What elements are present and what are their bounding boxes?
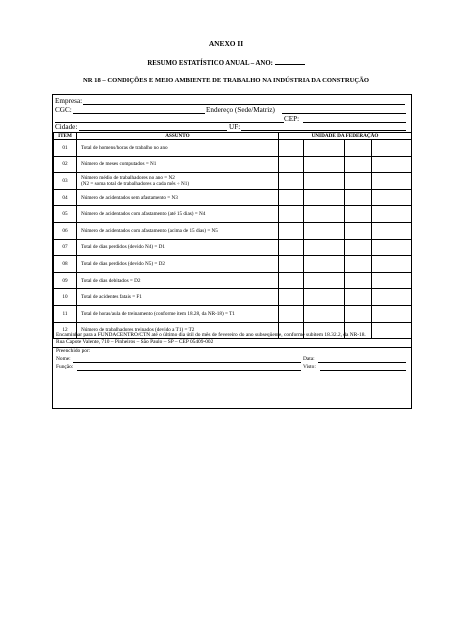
row-item-number: 03	[54, 173, 77, 190]
row-subject	[77, 272, 279, 289]
col-item-header: ITEM	[54, 133, 77, 140]
address-note: Rua Capote Valente, 710 – Pinheiros – São Paulo – SP – CEP 05409-002	[56, 339, 214, 345]
empresa-field[interactable]	[83, 104, 405, 105]
visto-field[interactable]	[320, 370, 406, 371]
uf-value-cell[interactable]	[345, 156, 372, 173]
table-row	[54, 272, 412, 289]
uf-value-cell[interactable]	[345, 305, 372, 322]
row-subject-line: Número de acidentados com afastamento (até 15 dias) = N4	[81, 211, 206, 218]
cidade-label: Cidade:	[55, 123, 78, 131]
row-subject-line: (N2 = soma total de trabalhadores a cada mês ÷ N1)	[81, 180, 190, 187]
row-item-number: 09	[54, 272, 77, 289]
table-row	[54, 189, 412, 206]
uf-value-cell[interactable]	[304, 305, 345, 322]
uf-value-cell[interactable]	[345, 272, 372, 289]
uf-value-cell[interactable]	[279, 272, 304, 289]
uf-value-cell[interactable]	[345, 289, 372, 306]
uf-value-cell[interactable]	[304, 156, 345, 173]
table-row	[54, 305, 412, 322]
row-item-number: 06	[54, 222, 77, 239]
col-uf-header: UNIDADE DA FEDERAÇÃO	[279, 133, 412, 140]
row-subject	[77, 222, 279, 239]
uf-value-cell[interactable]	[279, 173, 304, 190]
row-item-number: 02	[54, 156, 77, 173]
row-item-number: 05	[54, 206, 77, 223]
row-subject-line: Número de acidentados sem afastamento = N3	[81, 194, 178, 201]
cidade-field[interactable]	[79, 130, 227, 131]
summary-title-text: RESUMO ESTATÍSTICO ANUAL – ANO:	[147, 60, 273, 67]
uf-value-cell[interactable]	[372, 256, 412, 273]
row-subject	[77, 206, 279, 223]
row-subject	[77, 173, 279, 190]
table-row	[54, 206, 412, 223]
funcao-label: Função:	[56, 364, 74, 370]
row-subject-line: Número de acidentados com afastamento (acima de 15 dias) = N5	[81, 227, 218, 234]
uf-value-cell[interactable]	[345, 239, 372, 256]
funcao-field[interactable]	[77, 370, 301, 371]
annex-title: ANEXO II	[208, 39, 244, 48]
uf-value-cell[interactable]	[372, 156, 412, 173]
delivery-note: Encaminhar para a FUNDACENTRO/CTN até o último dia útil do mês de fevereiro do ano subseqüente, conforme subitem 18.32.2, da NR-18.	[56, 332, 366, 338]
uf-field[interactable]	[241, 130, 406, 131]
row-item-number: 07	[54, 239, 77, 256]
cgc-field[interactable]	[73, 113, 205, 114]
uf-value-cell[interactable]	[372, 173, 412, 190]
uf-value-cell[interactable]	[304, 189, 345, 206]
table-row	[54, 173, 412, 190]
table-row	[54, 156, 412, 173]
row-subject-line: Total de horas/aula de treinamento (conforme item 18.28, da NR-18) = T1	[81, 310, 235, 317]
row-subject	[77, 256, 279, 273]
endereco-continuation-field[interactable]	[55, 122, 284, 123]
uf-value-cell[interactable]	[304, 140, 345, 157]
uf-value-cell[interactable]	[372, 305, 412, 322]
data-label: Data:	[303, 356, 315, 362]
uf-value-cell[interactable]	[372, 140, 412, 157]
uf-value-cell[interactable]	[304, 272, 345, 289]
row-subject-line: Número de trabalhadores treinados (devido a T1) = T2	[81, 327, 195, 334]
row-item-number: 01	[54, 140, 77, 157]
uf-value-cell[interactable]	[345, 206, 372, 223]
data-field[interactable]	[318, 362, 406, 363]
table-row	[54, 239, 412, 256]
uf-value-cell[interactable]	[345, 256, 372, 273]
uf-value-cell[interactable]	[304, 222, 345, 239]
uf-value-cell[interactable]	[372, 322, 412, 339]
row-subject-line: Total de homens/horas de trabalho no ano	[81, 144, 168, 151]
row-item-number: 11	[54, 305, 77, 322]
uf-value-cell[interactable]	[372, 239, 412, 256]
uf-value-cell[interactable]	[279, 189, 304, 206]
col-assunto-header: ASSUNTO	[77, 133, 279, 140]
row-subject	[77, 239, 279, 256]
nome-label: Nome:	[56, 356, 71, 362]
uf-value-cell[interactable]	[304, 206, 345, 223]
uf-value-cell[interactable]	[304, 256, 345, 273]
row-subject-line: Total de acidentes fatais = F1	[81, 294, 142, 301]
row-subject	[77, 189, 279, 206]
preenchido-label: Preenchido por:	[56, 348, 91, 354]
cep-label: CEP:	[284, 115, 300, 123]
empresa-label: Empresa:	[55, 97, 83, 105]
uf-value-cell[interactable]	[304, 239, 345, 256]
uf-value-cell[interactable]	[279, 156, 304, 173]
visto-label: Visto:	[303, 364, 316, 370]
row-subject-line: Total de dias perdidos (devido N5) = D2	[81, 260, 165, 267]
footer-divider	[53, 347, 411, 348]
uf-label: UF:	[229, 123, 241, 131]
uf-value-cell[interactable]	[372, 289, 412, 306]
table-row	[54, 256, 412, 273]
uf-value-cell[interactable]	[345, 189, 372, 206]
endereco-field[interactable]	[282, 113, 406, 114]
row-subject	[77, 305, 279, 322]
uf-value-cell[interactable]	[372, 189, 412, 206]
row-item-number: 12	[54, 322, 77, 339]
uf-value-cell[interactable]	[345, 140, 372, 157]
company-header	[53, 95, 411, 132]
table-header-row	[54, 133, 412, 140]
uf-value-cell[interactable]	[279, 305, 304, 322]
uf-value-cell[interactable]	[372, 222, 412, 239]
table-row	[54, 289, 412, 306]
uf-value-cell[interactable]	[279, 222, 304, 239]
row-subject	[77, 156, 279, 173]
uf-value-cell[interactable]	[279, 206, 304, 223]
uf-value-cell[interactable]	[372, 206, 412, 223]
nome-field[interactable]	[73, 362, 301, 363]
uf-value-cell[interactable]	[372, 272, 412, 289]
row-subject	[77, 289, 279, 306]
uf-value-cell[interactable]	[304, 173, 345, 190]
cep-field[interactable]	[303, 122, 406, 123]
statistics-table	[53, 132, 412, 339]
row-item-number: 08	[54, 256, 77, 273]
table-body	[54, 140, 412, 339]
statistics-form	[52, 94, 412, 409]
table-row	[54, 140, 412, 157]
row-subject	[77, 140, 279, 157]
year-blank	[275, 58, 305, 65]
row-subject-line: Número médio de trabalhadores no ano = N2	[81, 174, 175, 181]
uf-value-cell[interactable]	[279, 289, 304, 306]
uf-value-cell[interactable]	[345, 173, 372, 190]
row-subject-line: Número de meses computados = N1	[81, 161, 157, 168]
uf-value-cell[interactable]	[279, 239, 304, 256]
summary-title	[0, 58, 452, 67]
nr-title: NR 18 – CONDIÇÕES E MEIO AMBIENTE DE TRABALHO NA INDÚSTRIA DA CONSTRUÇÃO	[82, 77, 370, 84]
uf-value-cell[interactable]	[345, 222, 372, 239]
uf-value-cell[interactable]	[279, 256, 304, 273]
table-row	[54, 222, 412, 239]
uf-value-cell[interactable]	[304, 289, 345, 306]
endereco-label: Endereço (Sede/Matriz)	[206, 106, 275, 114]
row-subject-line: Total de dias perdidos (devido N4) = D1	[81, 244, 165, 251]
cgc-label: CGC:	[55, 106, 72, 114]
row-item-number: 10	[54, 289, 77, 306]
row-subject-line: Total de dias debitados = D2	[81, 277, 141, 284]
row-item-number: 04	[54, 189, 77, 206]
uf-value-cell[interactable]	[279, 140, 304, 157]
